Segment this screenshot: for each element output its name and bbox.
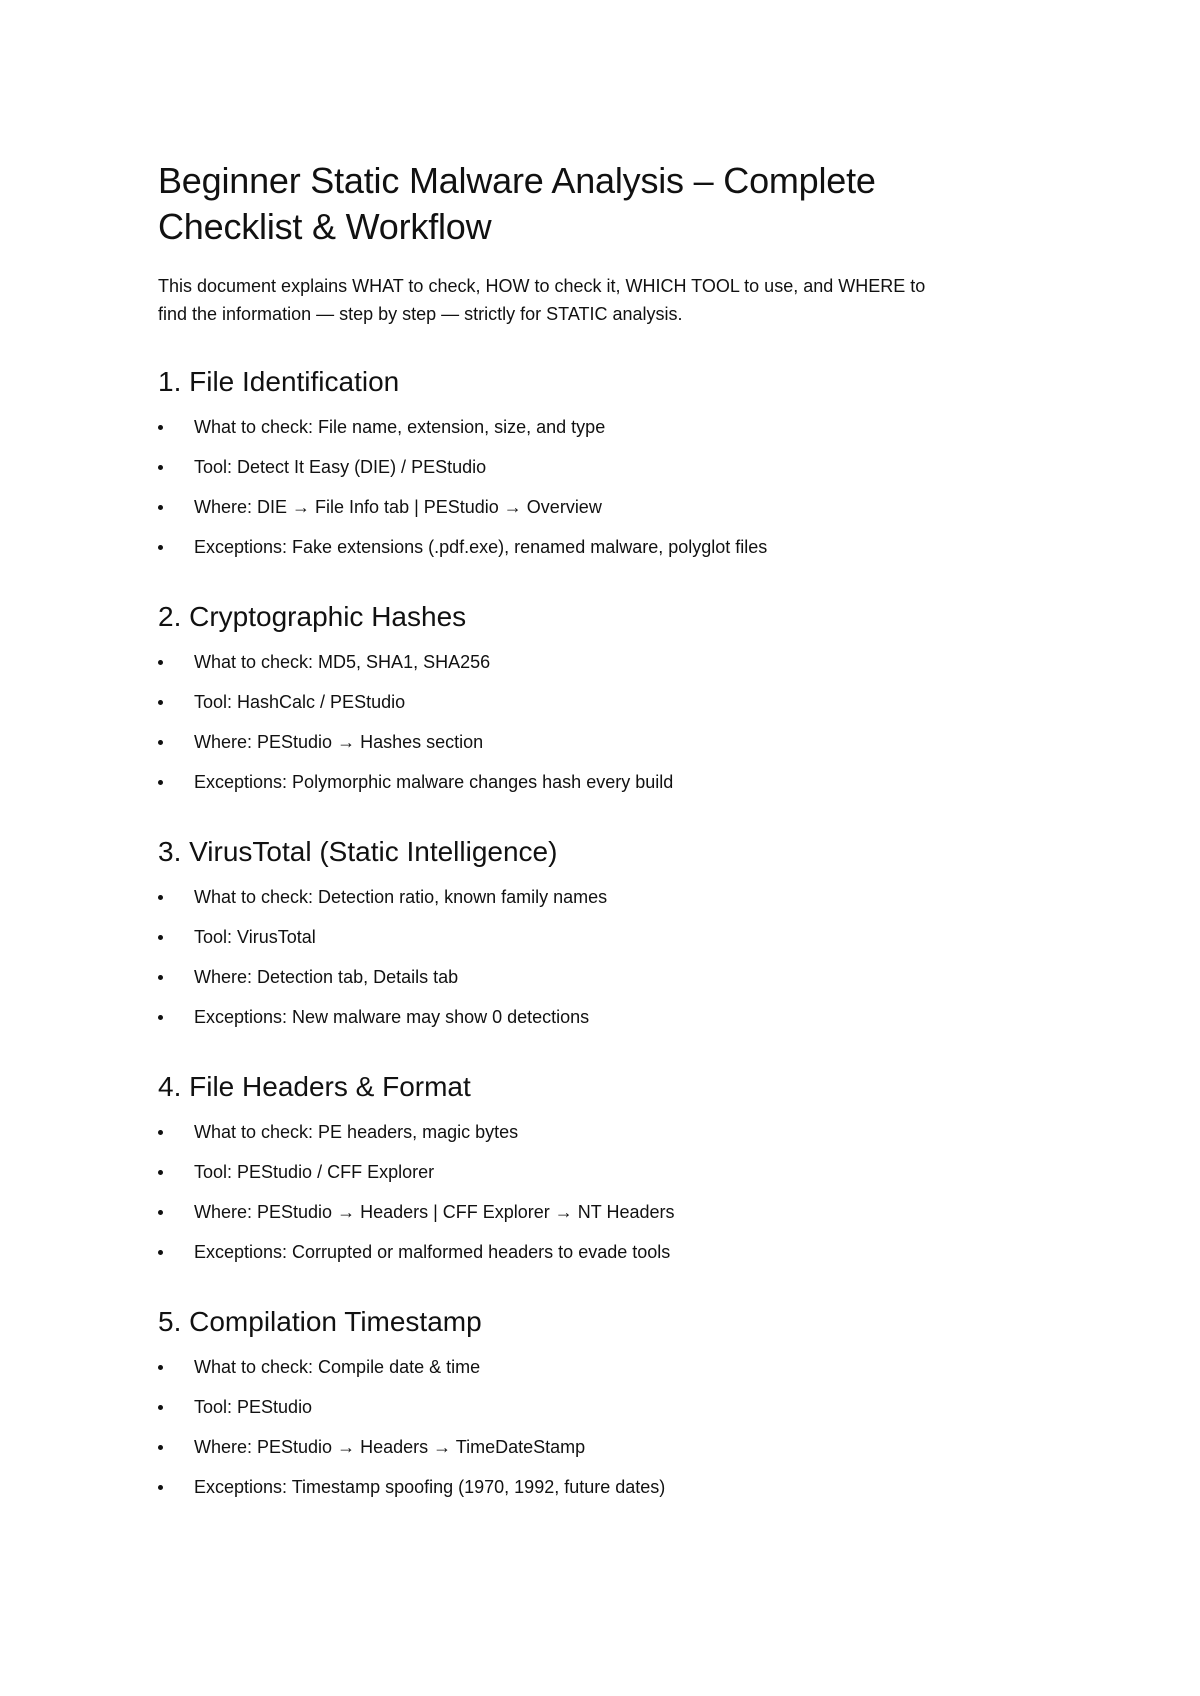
document-title [158, 158, 1058, 250]
list-item [158, 1387, 1058, 1427]
list-item [158, 917, 1058, 957]
list-item [158, 487, 1058, 527]
list-item [158, 527, 1058, 567]
list-item [158, 642, 1058, 682]
bullet-icon [158, 660, 163, 665]
bullet-icon [158, 740, 163, 745]
list-item-text: Where: PEStudio → Hashes section [194, 732, 484, 752]
bullet-icon [158, 1445, 163, 1450]
list-item-text: Exceptions: New malware may show 0 detections [194, 1007, 590, 1027]
list-item-text: What to check: PE headers, magic bytes [194, 1122, 519, 1142]
section-cryptographic-hashes [158, 600, 1058, 802]
section-heading: 2. Cryptographic Hashes [158, 601, 467, 632]
section-heading: 3. VirusTotal (Static Intelligence) [158, 836, 558, 867]
bullet-icon [158, 780, 163, 785]
bullet-icon [158, 545, 163, 550]
bullet-icon [158, 1170, 163, 1175]
section-file-identification [158, 365, 1058, 567]
list-item [158, 1112, 1058, 1152]
intro-line-2: find the information — step by step — strictly for STATIC analysis. [158, 304, 683, 324]
section-heading: 4. File Headers & Format [158, 1071, 471, 1102]
list-item [158, 1427, 1058, 1467]
list-item-text: Exceptions: Polymorphic malware changes hash every build [194, 772, 674, 792]
section-virustotal [158, 835, 1058, 1037]
checklist [158, 877, 1058, 1037]
list-item [158, 957, 1058, 997]
list-item-text: Exceptions: Timestamp spoofing (1970, 1992, future dates) [194, 1477, 666, 1497]
checklist [158, 407, 1058, 567]
intro-paragraph [158, 272, 1058, 328]
list-item [158, 1347, 1058, 1387]
list-item [158, 447, 1058, 487]
section-heading: 5. Compilation Timestamp [158, 1306, 482, 1337]
bullet-icon [158, 465, 163, 470]
bullet-icon [158, 1015, 163, 1020]
bullet-icon [158, 975, 163, 980]
list-item-text: Tool: Detect It Easy (DIE) / PEStudio [194, 457, 487, 477]
list-item-text: What to check: MD5, SHA1, SHA256 [194, 652, 491, 672]
list-item [158, 997, 1058, 1037]
list-item [158, 682, 1058, 722]
list-item-text: What to check: Detection ratio, known family names [194, 887, 608, 907]
bullet-icon [158, 700, 163, 705]
intro-line-1: This document explains WHAT to check, HOW to check it, WHICH TOOL to use, and WHERE to [158, 276, 926, 296]
bullet-icon [158, 1405, 163, 1410]
bullet-icon [158, 895, 163, 900]
bullet-icon [158, 1365, 163, 1370]
bullet-icon [158, 1130, 163, 1135]
checklist [158, 642, 1058, 802]
list-item [158, 877, 1058, 917]
list-item [158, 1192, 1058, 1232]
bullet-icon [158, 1250, 163, 1255]
section-heading: 1. File Identification [158, 366, 400, 397]
list-item [158, 1152, 1058, 1192]
bullet-icon [158, 935, 163, 940]
list-item [158, 1232, 1058, 1272]
bullet-icon [158, 425, 163, 430]
list-item-text: Tool: PEStudio [194, 1397, 313, 1417]
list-item-text: What to check: File name, extension, size, and type [194, 417, 606, 437]
list-item-text: Where: PEStudio → Headers → TimeDateStamp [194, 1437, 586, 1457]
list-item-text: What to check: Compile date & time [194, 1357, 481, 1377]
list-item [158, 407, 1058, 447]
list-item-text: Exceptions: Corrupted or malformed headers to evade tools [194, 1242, 671, 1262]
title-line-2: Checklist & Workflow [158, 206, 492, 247]
list-item [158, 1467, 1058, 1507]
checklist [158, 1347, 1058, 1507]
list-item-text: Tool: VirusTotal [194, 927, 316, 947]
bullet-icon [158, 1485, 163, 1490]
title-line-1: Beginner Static Malware Analysis – Complete [158, 160, 876, 201]
list-item-text: Where: PEStudio → Headers | CFF Explorer → NT Headers [194, 1202, 675, 1222]
list-item-text: Where: DIE → File Info tab | PEStudio → Overview [194, 497, 602, 517]
section-file-headers-format [158, 1070, 1058, 1272]
list-item-text: Tool: HashCalc / PEStudio [194, 692, 406, 712]
list-item-text: Tool: PEStudio / CFF Explorer [194, 1162, 435, 1182]
section-compilation-timestamp [158, 1305, 1058, 1507]
bullet-icon [158, 505, 163, 510]
bullet-icon [158, 1210, 163, 1215]
list-item-text: Exceptions: Fake extensions (.pdf.exe), renamed malware, polyglot files [194, 537, 768, 557]
checklist [158, 1112, 1058, 1272]
list-item [158, 762, 1058, 802]
list-item-text: Where: Detection tab, Details tab [194, 967, 459, 987]
list-item [158, 722, 1058, 762]
